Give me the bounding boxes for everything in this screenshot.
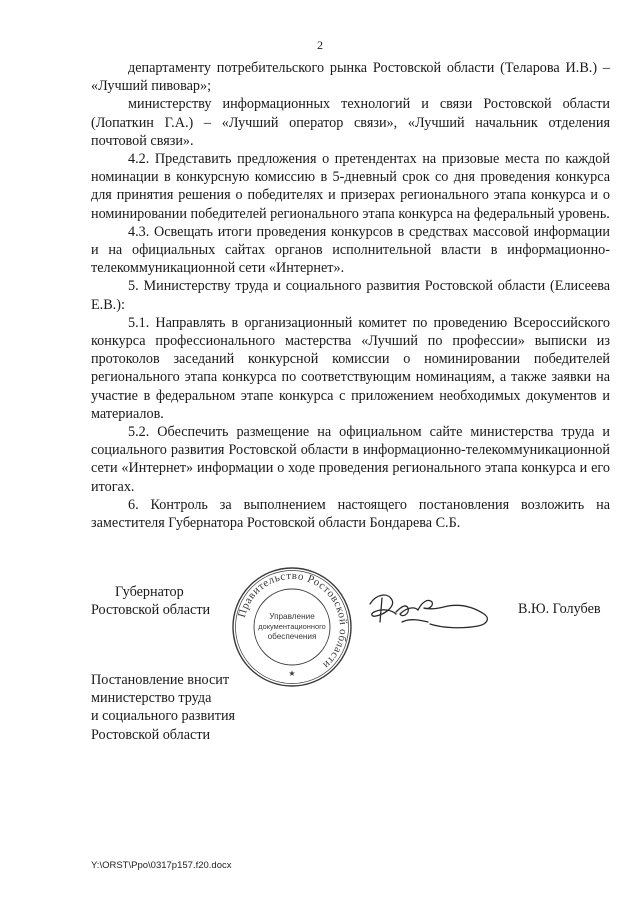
paragraph-consumer-market: департаменту потребительского рынка Ростовской области (Теларова И.В.) – «Лучший пивовар»; bbox=[91, 60, 610, 95]
seal-ring-text: Правительство Ростовской области bbox=[235, 569, 350, 672]
paragraph-5-2: 5.2. Обеспечить размещение на официальном сайте министерства труда и социального развития Ростовской области в информационно-телекоммуникационной сети «Интернет» информации о ходе проведения регионального этапа конкурса и его итогах. bbox=[91, 424, 610, 495]
paragraph-4-2: 4.2. Представить предложения о претендентах на призовые места по каждой номинации в конкурсную комиссию в 5-дневный срок со дня проведения конкурса для принятия решения о победителях и призерах регионального этапа конкурса и о номинировании победителей регионального этапа конкурса на федеральный уровень. bbox=[91, 151, 610, 222]
page-number: 2 bbox=[317, 38, 323, 52]
submitter-line2: министерство труда bbox=[91, 690, 212, 707]
file-path: Y:\ORST\Ppo\0317p157.f20.docx bbox=[91, 860, 232, 871]
seal-center-line1: Управление bbox=[269, 612, 315, 621]
document-body bbox=[91, 59, 610, 532]
submitter-note bbox=[91, 671, 235, 744]
paragraph-4-3: 4.3. Освещать итоги проведения конкурсов в средствах массовой информации и на официальных сайтах органов исполнительной власти в информационно-телекоммуникационной сети «Интернет». bbox=[91, 223, 610, 277]
paragraph-6: 6. Контроль за выполнением настоящего постановления возложить на заместителя Губернатора Ростовской области Бондарева С.Б. bbox=[91, 496, 610, 532]
governor-name: В.Ю. Голубев bbox=[518, 601, 601, 617]
submitter-line4: Ростовской области bbox=[91, 726, 211, 743]
paragraph-5-1: 5.1. Направлять в организационный комитет по проведению Всероссийского конкурса профессионального мастерства «Лучший по профессии» выписки из протоколов заседаний конкурсной комиссии о номинировании победителей регионального этапа конкурса по соответствующим номинациям, а также заявки на участие в федеральном этапе конкурса с приложением необходимых документов и материалов. bbox=[91, 314, 610, 422]
submitter-line3: и социального развития bbox=[91, 708, 236, 725]
seal-center-line2: документационного bbox=[258, 622, 326, 631]
seal-center-line3: обеспечения bbox=[267, 632, 317, 641]
governor-title bbox=[91, 583, 210, 620]
handwritten-signature bbox=[362, 588, 494, 632]
governor-title-line1: Губернатор bbox=[115, 584, 184, 600]
paragraph-it-ministry: министерству информационных технологий и связи Ростовской области (Лопаткин Г.А.) – «Лучший оператор связи», «Лучший начальник отделения почтовой связи». bbox=[91, 96, 610, 149]
submitter-line1: Постановление вносит bbox=[91, 672, 230, 688]
governor-title-line2: Ростовской области bbox=[91, 602, 211, 619]
paragraph-5: 5. Министерству труда и социального развития Ростовской области (Елисеева Е.В.): bbox=[91, 278, 610, 313]
official-seal bbox=[231, 566, 353, 688]
seal-star-icon: ★ bbox=[288, 669, 296, 678]
